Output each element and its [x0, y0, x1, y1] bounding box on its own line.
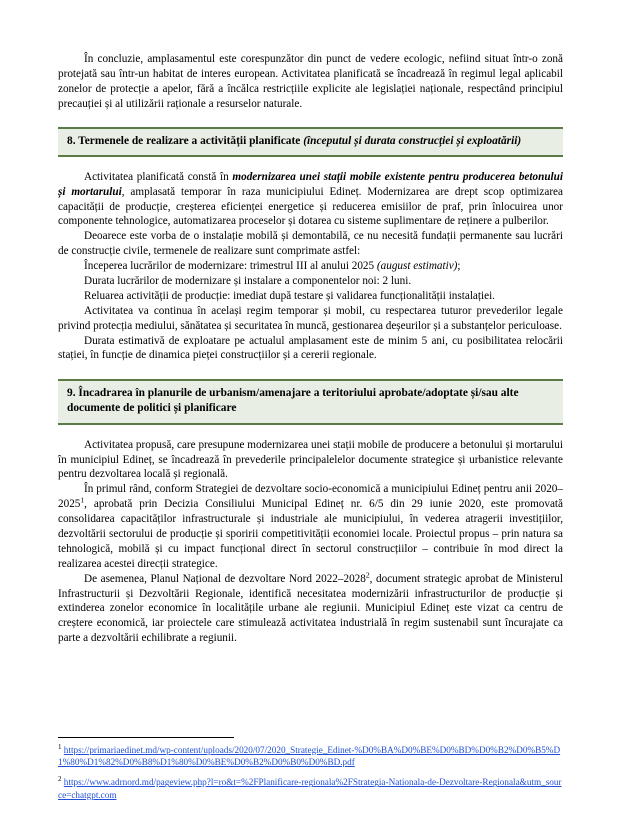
section-8-paragraph-7: Durata estimativă de exploatare pe actualul amplasament este de minim 5 ani, cu posibilitatea relocării stației, în funcție de dinamica pieței construcțiilor și a cererii regionale. [58, 334, 563, 362]
s9-p3-post: , document strategic aprobat de Ministerul Infrastructurii și Dezvoltării Regionale, identifică necesitatea modernizării infrastructurilor de producție și extinderea zonelor economice în localitățile urbane ale regiunii. Municipiul Edineț este vizat ca centru de creștere economică, iar proiectele care stimulează activitatea industrială în regim sustenabil sunt încurajate ca parte a dezvoltării echilibrate a regiunii. [58, 572, 563, 645]
s9-p3-pre: De asemenea, Planul Național de dezvoltare Nord 2022–2028 [84, 572, 366, 585]
footnotes-area [58, 737, 563, 809]
footnote-separator [58, 737, 234, 738]
s8-p1-pre: Activitatea planificată constă în [84, 170, 233, 183]
section-9-heading: 9. Încadrarea în planurile de urbanism/amenajare a teritoriului aprobate/adoptate și/sau alte documente de politici și planificare [58, 379, 563, 424]
section-8-body [58, 170, 563, 364]
footnote-2-marker: 2 [58, 775, 62, 784]
section-8-paragraph-2: Deoarece este vorba de o instalație mobilă și demontabilă, ce nu necesită fundații permanente sau lucrări de construcție civile, termenele de realizare sunt comprimate astfel: [58, 230, 563, 258]
footnote-ref-1[interactable]: 1 [80, 495, 85, 505]
s9-p2-pre: În primul rând, conform Strategiei de dezvoltare socio-economică a municipiului Edineț pentru anii 2020–2025 [58, 483, 563, 511]
footnote-2 [58, 776, 563, 801]
section-8-paragraph-4: Durata lucrărilor de modernizare și instalare a componentelor noi: 2 luni. [84, 274, 412, 287]
footnote-1 [58, 744, 563, 769]
section-9-paragraph-2 [58, 482, 563, 571]
section-8-paragraph-5: Reluarea activității de producție: imediat după testare și validarea funcționalității instalației. [84, 289, 495, 302]
section-8-paragraph-1 [58, 170, 563, 230]
section-8-heading-italic: (începutul și durata construcției și exploatării) [303, 134, 522, 147]
s8-p3-post: ; [457, 260, 461, 273]
section-8-paragraph-3 [58, 259, 563, 274]
s8-p3-pre: Începerea lucrărilor de modernizare: trimestrul III al anului 2025 [84, 260, 377, 273]
footnote-1-marker: 1 [58, 742, 62, 751]
s8-p1-bold: modernizarea unei stații mobile existente pentru producerea betonului și mortarului [58, 170, 563, 198]
s8-p3-italic: (august estimativ) [376, 260, 458, 273]
s8-p1-post: , amplasată temporar în raza municipiului Edineț. Modernizarea are drept scop optimizarea capacității de producție, creșterea eficienței energetice și reducerea emisiilor de praf, prin înlocuirea unor componente tehnologice, automatizarea proceselor și dotarea cu sisteme suplimentare de reținere a pulberilor. [58, 185, 563, 228]
footnote-ref-2[interactable]: 2 [365, 569, 370, 579]
section-9-paragraph-1: Activitatea propusă, care presupune modernizarea unei stații mobile de producere a betonului și mortarului în municipiul Edineț, se încadrează în prevederile principalelelor documente strategice și urbanistice relevante pentru dezvoltarea locală și regională. [58, 438, 563, 481]
section-9-paragraph-3 [58, 569, 563, 646]
s9-p2-post: , aprobată prin Decizia Consiliului Municipal Edineț nr. 6/5 din 29 iunie 2020, este promovată consolidarea capacităților infrastructurale și industriale ale municipiului, în vederea atragerii investițiilor, dezvoltării sectorului de producție și sporirii competitivității economiei locale. Proiectul propus – prin natura sa tehnologică, mobilă și cu impact funcțional direct în sectorul construcțiilor – contribuie în mod direct la realizarea acestei direcții strategice. [58, 498, 563, 570]
section-8-paragraph-6: Activitatea va continua în același regim temporar și mobil, cu respectarea tuturor prevederilor legale privind protecția mediului, sănătatea și securitatea în muncă, gestionarea deșeurilor și a substanțelor periculoase. [58, 304, 563, 332]
intro-paragraph: În concluzie, amplasamentul este corespunzător din punct de vedere ecologic, nefiind situat într-o zonă protejată sau într-un habitat de interes european. Activitatea planificată se încadrează în regimul legal aplicabil zonelor de protecție a apelor, fără a încălca restricțiile explicite ale legislației naționale, respectând principiul precauției și al utilizării raționale a resurselor naturale. [58, 53, 563, 110]
section-8-heading-plain: 8. Termenele de realizare a activității planificate [67, 134, 304, 147]
section-8-heading [58, 127, 563, 157]
footnote-2-link[interactable]: https://www.adrnord.md/pageview.php?l=ro&t=%2FPlanificare-regionala%2FStrategia-Nationala-de-Dezvoltare-Regionala&utm_source=chatgpt.com [58, 777, 562, 800]
footnote-1-link[interactable]: https://primariaedinet.md/wp-content/uploads/2020/07/2020_Strategie_Edinet-%D0%BA%D0%BE%D0%BD%D0%B2%D0%B5%D1%80%D1%82%D0%B8%D1%80%D0%BE%D0%B2%D0%B0%D0%BD.pdf [58, 744, 561, 768]
section-9-body [58, 438, 563, 646]
